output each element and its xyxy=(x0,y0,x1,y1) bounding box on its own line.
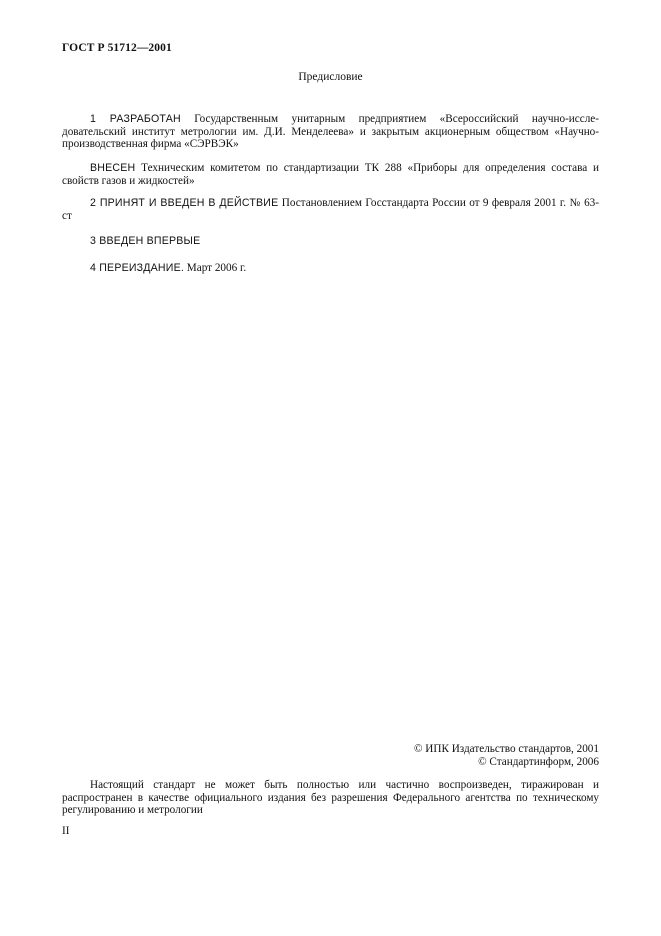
preface-item-lead: 1 РАЗРАБОТАН xyxy=(90,113,181,125)
preface-item-text: Государственным унитарным предприятием «Всероссийский научно-иссле-довательский институт метрологии им. Д.И. Менделеева» и закрытым акционерным обществом «Научно-производственная фирма «СЭРВЭК» xyxy=(62,113,599,151)
copyright-line-publisher: © ИПК Издательство стандартов, 2001 xyxy=(413,743,599,755)
reproduction-notice: Настоящий стандарт не может быть полностью или частично воспроизведен, тиражирован и распространен в качестве официального издания без разрешения Федерального агентства по техническому регулированию и метрологии xyxy=(62,779,599,817)
preface-item-lead: 4 ПЕРЕИЗДАНИЕ. xyxy=(90,262,184,274)
preface-item-text: Март 2006 г. xyxy=(183,262,247,274)
preface-title: Предисловие xyxy=(298,71,363,83)
preface-item-lead: ВНЕСЕН xyxy=(90,162,136,174)
preface-item-lead: 3 ВВЕДЕН ВПЕРВЫЕ xyxy=(90,235,201,247)
preface-item-text: Постановлением Госстандарта России от 9 февраля 2001 г. № 63-ст xyxy=(62,197,600,222)
page-number: II xyxy=(62,825,70,837)
preface-item-adopted xyxy=(62,197,599,222)
preface-item-first-introduced xyxy=(62,235,599,248)
preface-item-text: Техническим комитетом по стандартизации ТК 288 «Приборы для определения состава и свойств газов и жидкостей» xyxy=(62,162,599,187)
preface-item-introduced xyxy=(62,162,599,187)
copyright-block xyxy=(414,743,599,768)
preface-item-reissue xyxy=(62,262,599,275)
copyright-line-standartinform: © Стандартинформ, 2006 xyxy=(478,755,599,768)
document-code: ГОСТ Р 51712—2001 xyxy=(62,42,172,54)
preface-item-lead: 2 ПРИНЯТ И ВВЕДЕН В ДЕЙСТВИЕ xyxy=(90,197,279,209)
preface-item-developed xyxy=(62,113,599,151)
